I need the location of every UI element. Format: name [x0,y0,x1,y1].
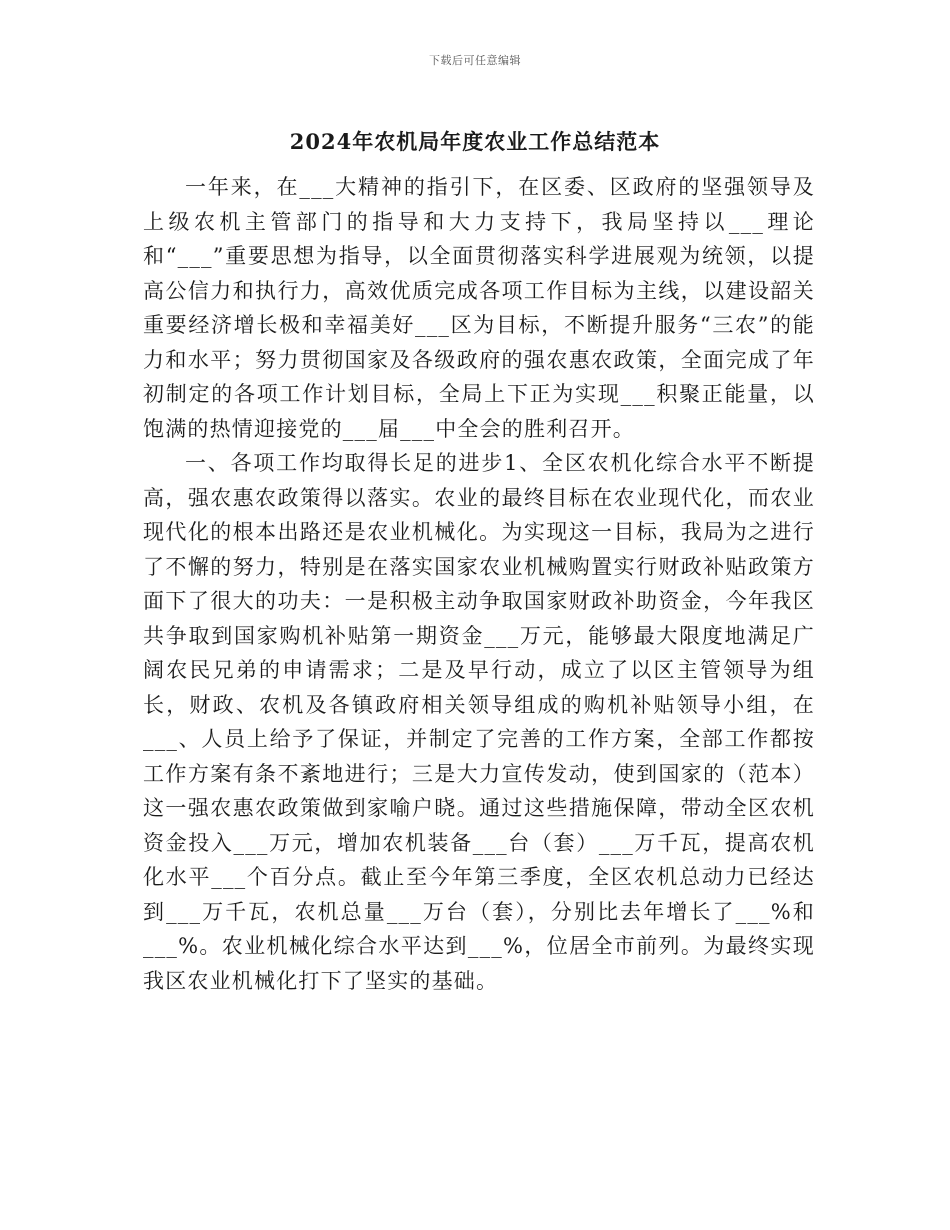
page-header-note: 下载后可任意编辑 [429,54,521,67]
document-body [143,170,815,998]
paragraph-section-1: 一、各项工作均取得长足的进步1、全区农机化综合水平不断提高，强农惠农政策得以落实。农业的最终目标在农业现代化，而农业现代化的根本出路还是农业机械化。为实现这一目标，我局为之进行了不懈的努力，特别是在落实国家农业机械购置实行财政补贴政策方面下了很大的功夫：一是积极主动争取国家财政补助资金，今年我区共争取到国家购机补贴第一期资金___万元，能够最大限度地满足广阔农民兄弟的申请需求；二是及早行动，成立了以区主管领导为组长，财政、农机及各镇政府相关领导组成的购机补贴领导小组，在___、人员上给予了保证，并制定了完善的工作方案，全部工作都按工作方案有条不紊地进行；三是大力宣传发动，使到国家的（范本）这一强农惠农政策做到家喻户晓。通过这些措施保障，带动全区农机资金投入___万元，增加农机装备___台（套）___万千瓦，提高农机化水平___个百分点。截止至今年第三季度，全区农机总动力已经达到___万千瓦，农机总量___万台（套），分别比去年增长了___%和___%。农业机械化综合水平达到___%，位居全市前列。为最终实现我区农业机械化打下了坚实的基础。 [143,451,815,993]
paragraph-intro: 一年来，在___大精神的指引下，在区委、区政府的坚强领导及上级农机主管部门的指导和大力支持下，我局坚持以___理论和“___”重要思想为指导，以全面贯彻落实科学进展观为统领，以提高公信力和执行力，高效优质完成各项工作目标为主线，以建设韶关重要经济增长极和幸福美好___区为目标，不断提升服务“三农”的能力和水平；努力贯彻国家及各级政府的强农惠农政策，全面完成了年初制定的各项工作计划目标，全局上下正为实现___积聚正能量，以饱满的热情迎接党的___届___中全会的胜利召开。 [143,175,815,441]
document-title: 2024年农机局年度农业工作总结范本 [289,129,661,154]
